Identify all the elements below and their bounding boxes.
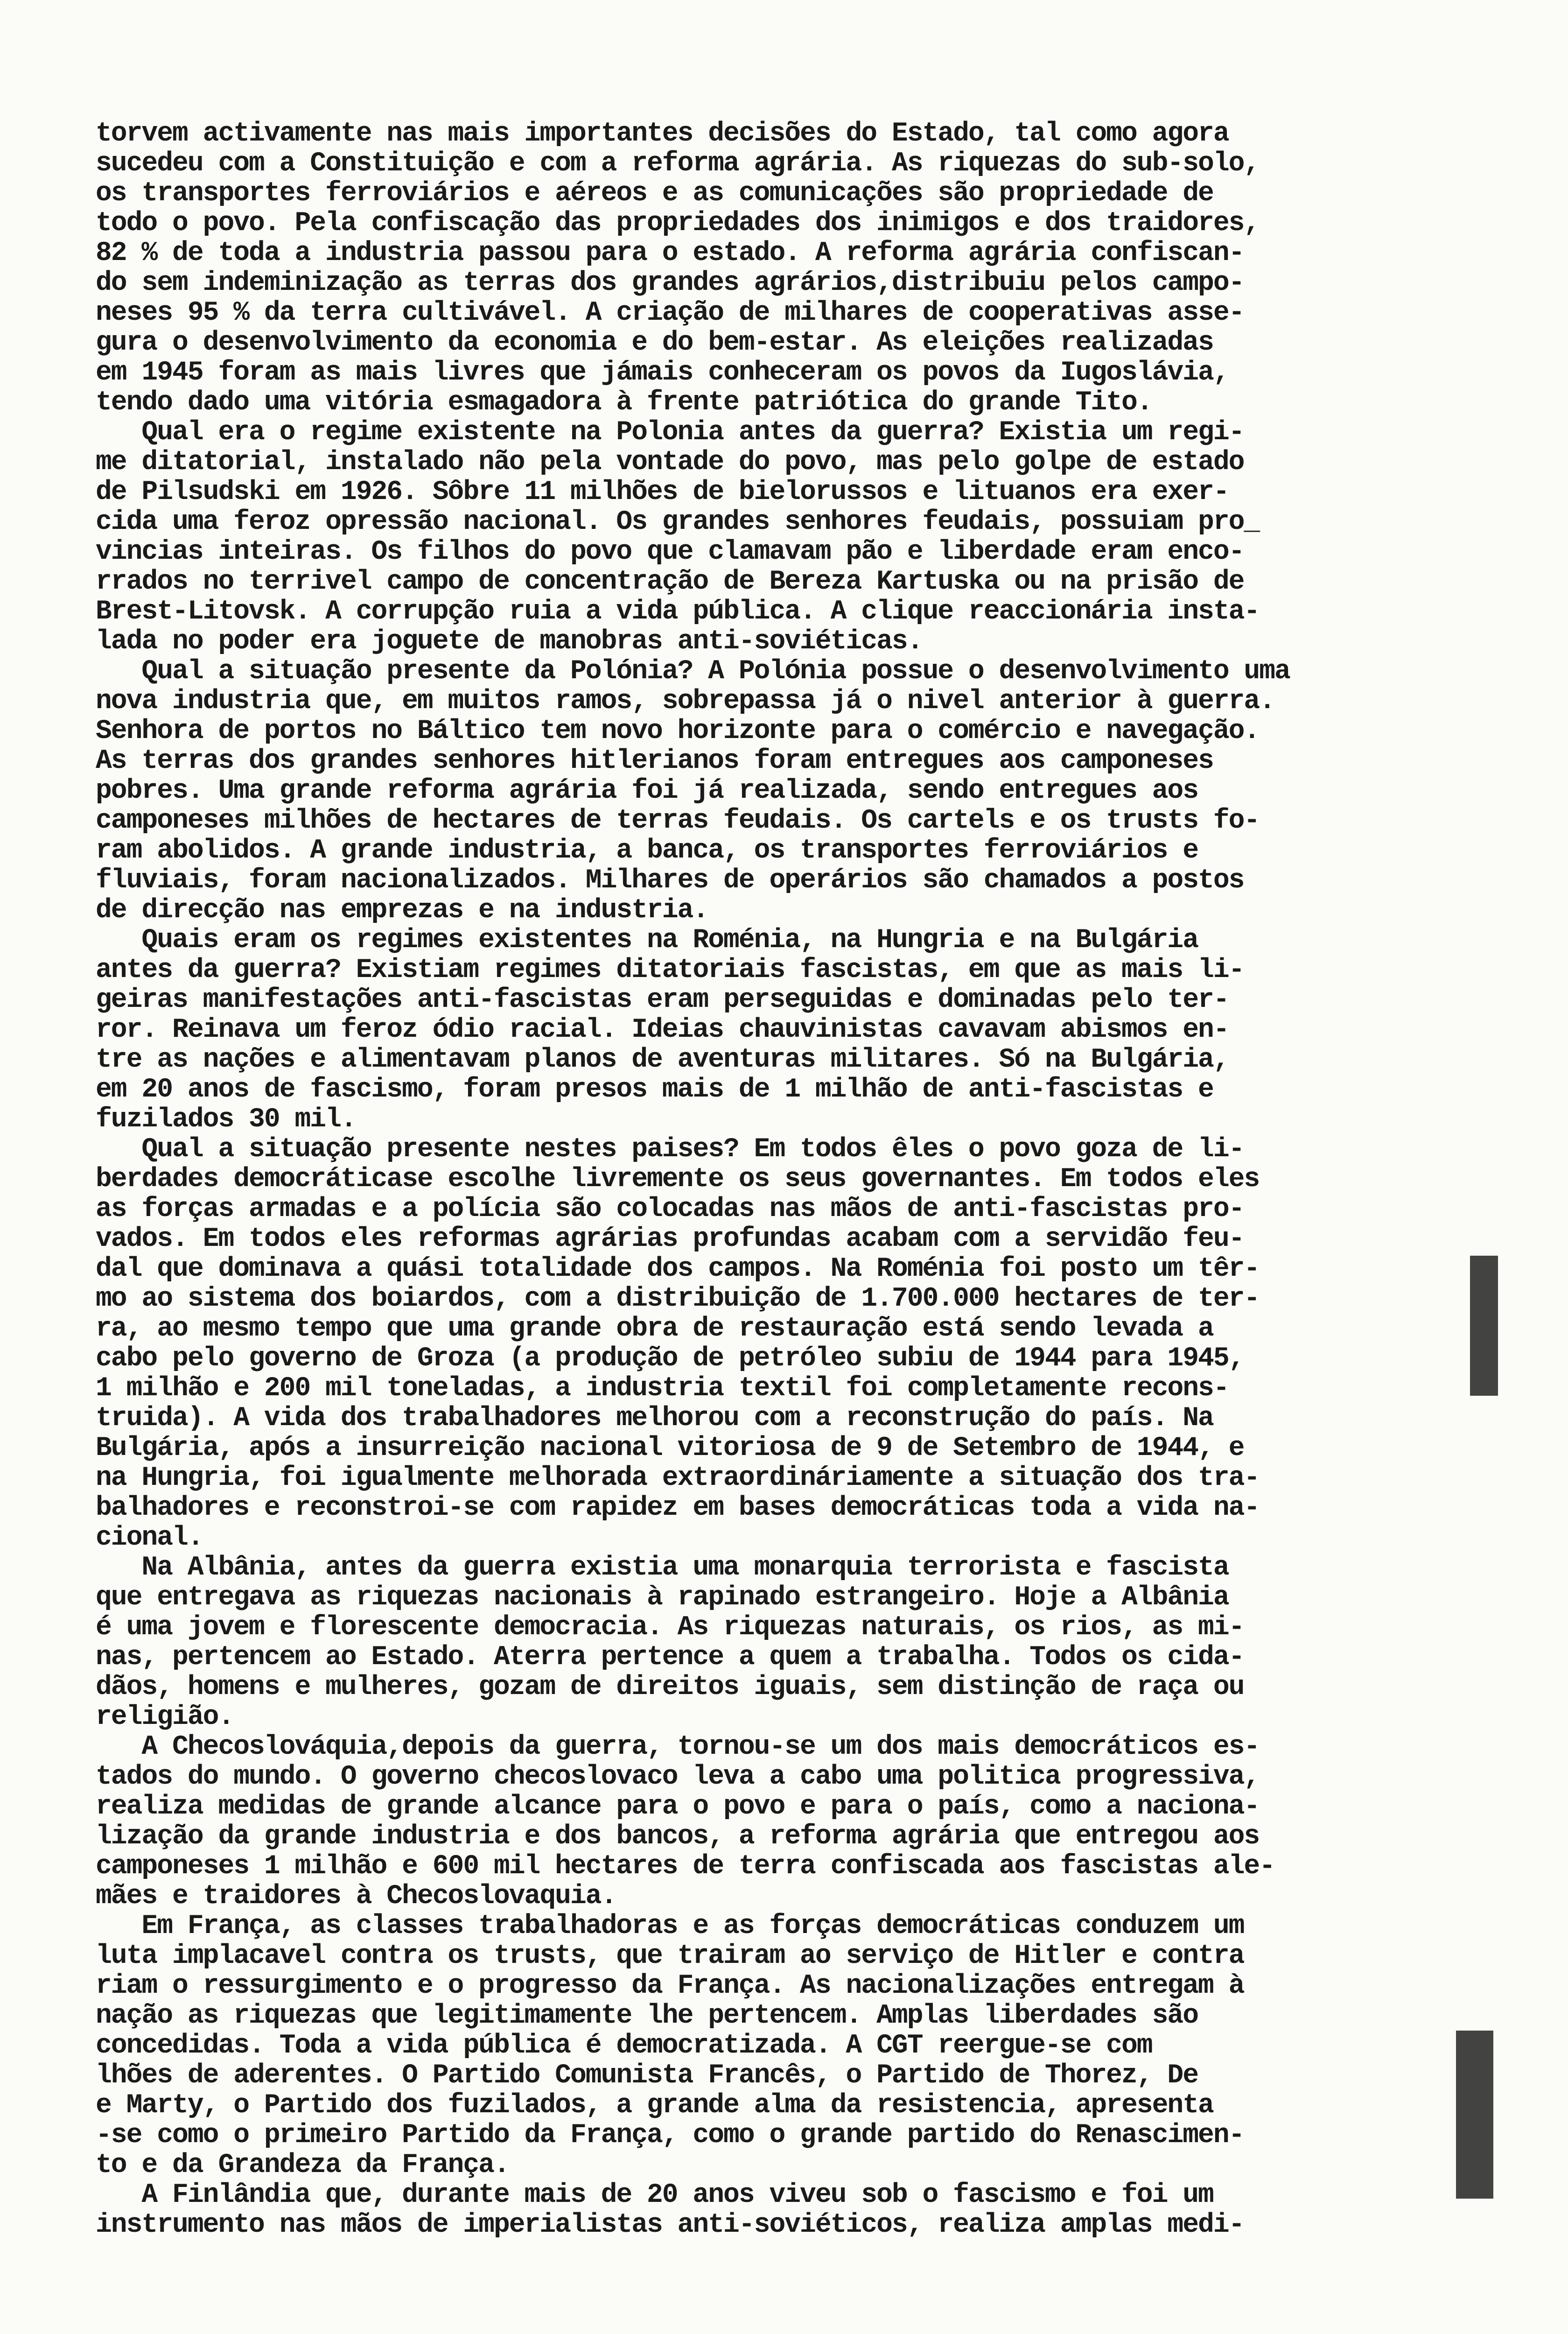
text-line: ror. Reinava um feroz ódio racial. Ideias chauvinistas cavavam abismos en- [96, 1015, 1229, 1045]
text-line: e Marty, o Partido dos fuzilados, a grande alma da resistencia, apresenta [96, 2091, 1213, 2121]
text-line: 1 milhão e 200 mil toneladas, a industria textil foi completamente recons- [96, 1374, 1229, 1404]
text-line: vados. Em todos eles reformas agrárias profundas acabam com a servidão feu- [96, 1224, 1244, 1254]
text-line: rrados no terrivel campo de concentração de Bereza Kartuska ou na prisão de [96, 567, 1244, 597]
text-line: torvem activamente nas mais importantes decisões do Estado, tal como agora [96, 119, 1229, 149]
text-line: do sem indeminização as terras dos grandes agrários,distribuiu pelos campo- [96, 268, 1244, 298]
text-line: nova industria que, em muitos ramos, sobrepassa já o nivel anterior à guerra. [96, 687, 1275, 717]
text-line: neses 95 % da terra cultivável. A criação de milhares de cooperativas asse- [96, 298, 1244, 328]
text-line: ram abolidos. A grande industria, a banca, os transportes ferroviários e [96, 836, 1198, 866]
text-line: fuzilados 30 mil. [96, 1105, 356, 1135]
text-line: camponeses milhões de hectares de terras feudais. Os cartels e os trusts fo- [96, 806, 1260, 836]
text-line: cida uma feroz opressão nacional. Os grandes senhores feudais, possuiam pro_ [96, 507, 1260, 537]
text-line: balhadores e reconstroi-se com rapidez em bases democráticas toda a vida na- [96, 1493, 1260, 1523]
text-line: dãos, homens e mulheres, gozam de direitos iguais, sem distinção de raça ou [96, 1673, 1244, 1702]
text-line: 82 % de toda a industria passou para o estado. A reforma agrária confiscan- [96, 239, 1244, 268]
text-line: berdades democráticase escolhe livremente os seus governantes. Em todos eles [96, 1165, 1260, 1195]
text-line: sucedeu com a Constituição e com a reforma agrária. As riquezas do sub-solo, [96, 149, 1260, 179]
text-line: tre as nações e alimentavam planos de aventuras militares. Só na Bulgária, [96, 1045, 1229, 1075]
text-line: Bulgária, após a insurreição nacional vitoriosa de 9 de Setembro de 1944, e [96, 1434, 1244, 1463]
text-line: fluviais, foram nacionalizados. Milhares de operários são chamados a postos [96, 866, 1244, 896]
text-line: Em França, as classes trabalhadoras e as forças democráticas conduzem um [96, 1912, 1244, 1941]
text-line: em 1945 foram as mais livres que jámais conheceram os povos da Iugoslávia, [96, 358, 1229, 388]
text-line: na Hungria, foi igualmente melhorada extraordináriamente a situação dos tra- [96, 1463, 1260, 1493]
text-line: A Checoslováquia,depois da guerra, tornou-se um dos mais democráticos es- [96, 1732, 1260, 1762]
text-line: camponeses 1 milhão e 600 mil hectares de terra confiscada aos fascistas ale- [96, 1852, 1275, 1882]
text-line: Quais eram os regimes existentes na Roménia, na Hungria e na Bulgária [96, 926, 1198, 956]
text-line: é uma jovem e florescente democracia. As riquezas naturais, os rios, as mi- [96, 1613, 1244, 1643]
text-line: antes da guerra? Existiam regimes ditatoriais fascistas, em que as mais li- [96, 956, 1244, 985]
text-line: lada no poder era joguete de manobras anti-soviéticas. [96, 627, 923, 657]
text-line: que entregava as riquezas nacionais à rapinado estrangeiro. Hoje a Albânia [96, 1583, 1229, 1613]
text-line: nação as riquezas que legitimamente lhe pertencem. Amplas liberdades são [96, 2001, 1198, 2031]
text-line: dal que dominava a quási totalidade dos campos. Na Roménia foi posto um têr- [96, 1254, 1260, 1284]
text-line: Qual era o regime existente na Polonia antes da guerra? Existia um regi- [96, 418, 1244, 448]
text-line: gura o desenvolvimento da economia e do bem-estar. As eleições realizadas [96, 328, 1213, 358]
text-line: de Pilsudski em 1926. Sôbre 11 milhões de bielorussos e lituanos era exer- [96, 478, 1229, 507]
text-line: mo ao sistema dos boiardos, com a distribuição de 1.700.000 hectares de ter- [96, 1284, 1260, 1314]
text-line: mães e traidores à Checoslovaquia. [96, 1882, 616, 1912]
text-line: religião. [96, 1702, 234, 1732]
text-line: lização da grande industria e dos bancos, a reforma agrária que entregou aos [96, 1822, 1260, 1852]
text-line: cabo pelo governo de Groza (a produção de petróleo subiu de 1944 para 1945, [96, 1344, 1244, 1374]
ink-smudge-upper-right [1470, 1256, 1498, 1396]
text-line: -se como o primeiro Partido da França, como o grande partido do Renascimen- [96, 2121, 1244, 2151]
text-line: me ditatorial, instalado não pela vontade do povo, mas pelo golpe de estado [96, 448, 1244, 478]
text-line: cional. [96, 1523, 203, 1553]
text-line: lhões de aderentes. O Partido Comunista Francês, o Partido de Thorez, De [96, 2061, 1198, 2091]
text-line: luta implacavel contra os trusts, que trairam ao serviço de Hitler e contra [96, 1941, 1244, 1971]
text-line: Qual a situação presente nestes paises? Em todos êles o povo goza de li- [96, 1135, 1244, 1165]
text-line: Senhora de portos no Báltico tem novo horizonte para o comércio e navegação. [96, 717, 1260, 746]
text-line: todo o povo. Pela confiscação das propriedades dos inimigos e dos traidores, [96, 209, 1260, 239]
text-line: A Finlândia que, durante mais de 20 anos viveu sob o fascismo e foi um [96, 2180, 1213, 2210]
text-line: As terras dos grandes senhores hitlerianos foram entregues aos camponeses [96, 746, 1213, 776]
typewritten-text [96, 119, 1496, 2240]
text-line: concedidas. Toda a vida pública é democratizada. A CGT reergue-se com [96, 2031, 1152, 2061]
text-line: tendo dado uma vitória esmagadora à frente patriótica do grande Tito. [96, 388, 1152, 418]
text-line: tados do mundo. O governo checoslovaco leva a cabo uma politica progressiva, [96, 1762, 1260, 1792]
text-line: Qual a situação presente da Polónia? A Polónia possue o desenvolvimento uma [96, 657, 1290, 687]
text-line: pobres. Uma grande reforma agrária foi já realizada, sendo entregues aos [96, 776, 1198, 806]
text-line: Brest-Litovsk. A corrupção ruia a vida pública. A clique reaccionária insta- [96, 597, 1260, 627]
text-line: geiras manifestações anti-fascistas eram perseguidas e dominadas pelo ter- [96, 985, 1229, 1015]
text-line: Na Albânia, antes da guerra existia uma monarquia terrorista e fascista [96, 1553, 1229, 1583]
text-line: de direcção nas emprezas e na industria. [96, 896, 708, 926]
text-line: realiza medidas de grande alcance para o povo e para o país, como a naciona- [96, 1792, 1260, 1822]
text-line: vincias inteiras. Os filhos do povo que clamavam pão e liberdade eram enco- [96, 537, 1244, 567]
ink-smudge-lower-right [1456, 2031, 1493, 2199]
text-line: instrumento nas mãos de imperialistas anti-soviéticos, realiza amplas medi- [96, 2210, 1244, 2240]
text-line: os transportes ferroviários e aéreos e as comunicações são propriedade de [96, 179, 1213, 209]
text-line: ra, ao mesmo tempo que uma grande obra de restauração está sendo levada a [96, 1314, 1213, 1344]
text-line: to e da Grandeza da França. [96, 2151, 509, 2180]
text-line: as forças armadas e a polícia são colocadas nas mãos de anti-fascistas pro- [96, 1195, 1244, 1224]
text-line: riam o ressurgimento e o progresso da França. As nacionalizações entregam à [96, 1971, 1244, 2001]
text-line: truida). A vida dos trabalhadores melhorou com a reconstrução do país. Na [96, 1404, 1213, 1434]
text-line: nas, pertencem ao Estado. Aterra pertence a quem a trabalha. Todos os cida- [96, 1643, 1244, 1673]
text-line: em 20 anos de fascismo, foram presos mais de 1 milhão de anti-fascistas e [96, 1075, 1213, 1105]
